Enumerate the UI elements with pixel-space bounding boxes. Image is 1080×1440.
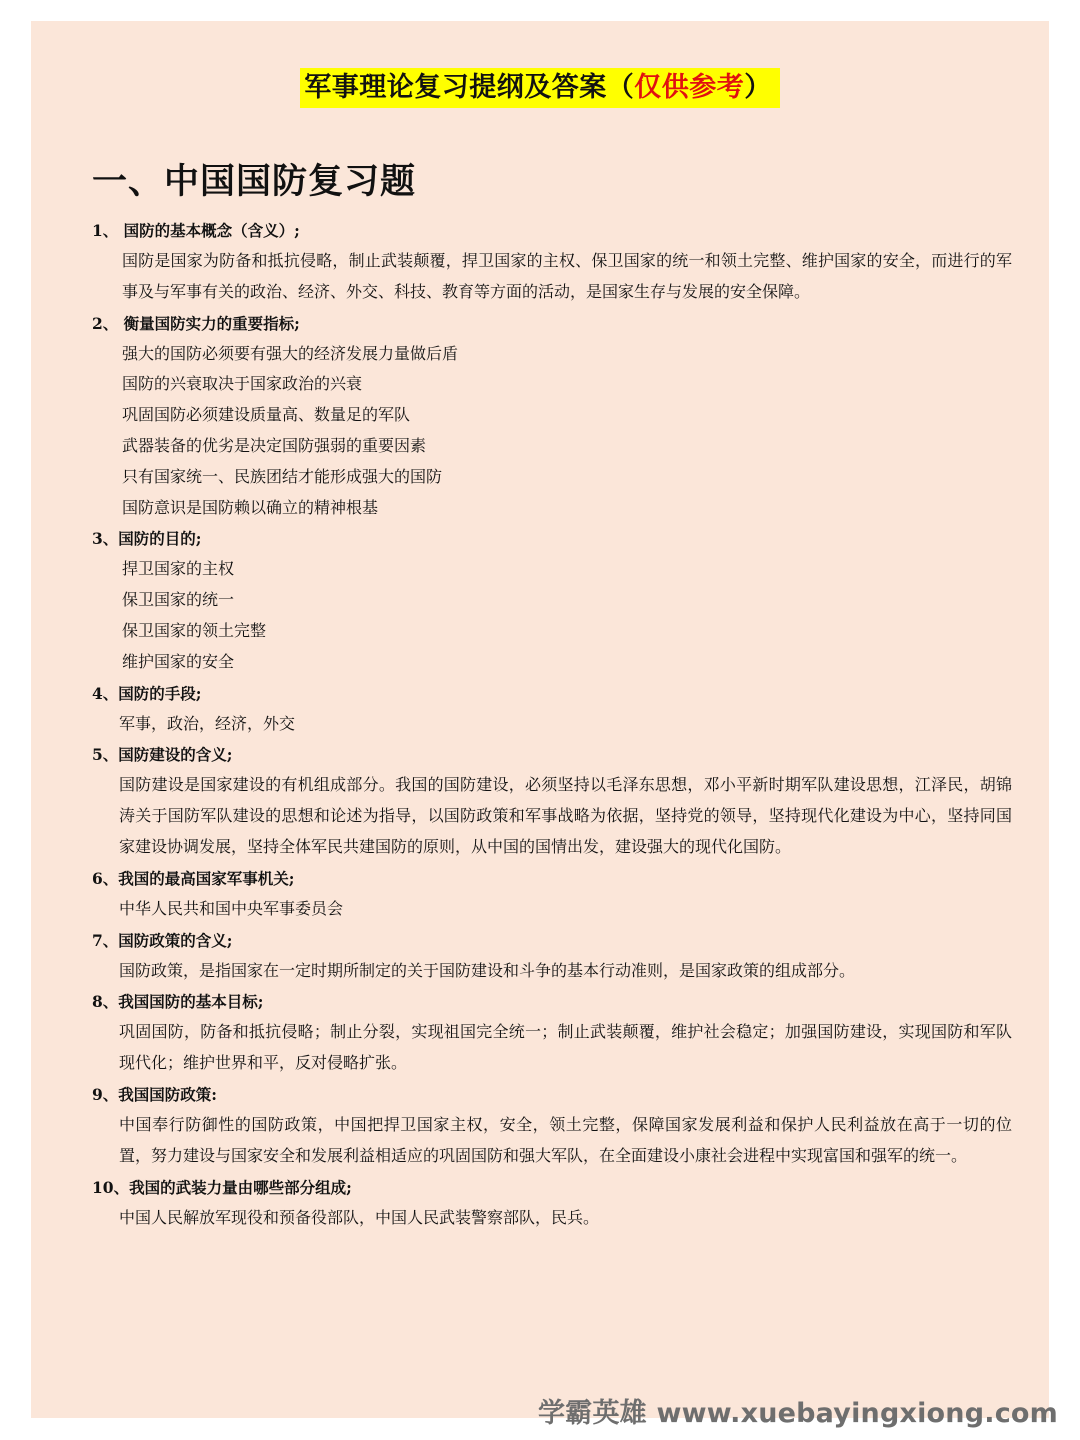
answer-item: 捍卫国家的主权: [122, 559, 235, 579]
answer-text: 国防建设是国家建设的有机组成部分。我国的国防建设，必须坚持以毛泽东思想，邓小平新时期军队建设思想，江泽民，胡锦涛关于国防军队建设的思想和论述为指导，以国防政策和军事战略为依据，坚持党的领导，坚持现代化建设为中心，坚持同国家建设协调发展，坚持全体军民共建国防的原则，从中国的国情出发，建设强大的现代化国防。: [119, 775, 1012, 856]
answer-text: 国防政策，是指国家在一定时期所制定的关于国防建设和斗争的基本行动准则，是国家政策的组成部分。: [119, 960, 856, 980]
title-highlight: 仅供参考: [634, 72, 745, 103]
answer-text: 军事，政治，经济，外交: [119, 713, 296, 733]
question-label: 3、国防的目的;: [92, 529, 202, 549]
answer-item: 维护国家的安全: [122, 651, 235, 671]
question-label: 2、 衡量国防实力的重要指标;: [92, 313, 300, 333]
watermark: 学霸英雄 www.xuebayingxiong.com: [538, 1398, 1058, 1429]
answer-text: 中国奉行防御性的国防政策，中国把捍卫国家主权，安全，领土完整，保障国家发展利益和保护人民利益放在高于一切的位置，努力建设与国家安全和发展利益相适应的巩固国防和强大军队，在全面建设小康社会进程中实现富国和强军的统一。: [119, 1114, 1012, 1165]
section-heading: 一、中国国防复习题: [92, 161, 417, 202]
answer-text: 巩固国防，防备和抵抗侵略；制止分裂，实现祖国完全统一；制止武装颠覆，维护社会稳定；加强国防建设，实现国防和军队现代化；维护世界和平，反对侵略扩张。: [119, 1022, 1012, 1073]
answer-text: 国防是国家为防备和抵抗侵略，制止武装颠覆，捍卫国家的主权、保卫国家的统一和领土完整、维护国家的安全，而进行的军事及与军事有关的政治、经济、外交、科技、教育等方面的活动，是国家生存与发展的安全保障。: [122, 251, 1012, 301]
question-label: 1、 国防的基本概念（含义）;: [92, 221, 300, 240]
document-title: [300, 68, 780, 108]
title-block: [31, 68, 1049, 108]
title-close: ）: [744, 72, 772, 103]
answer-item: 只有国家统一、民族团结才能形成强大的国防: [122, 466, 443, 486]
document-page: [31, 21, 1049, 1418]
answer-item: 武器装备的优劣是决定国防强弱的重要因素: [122, 435, 427, 455]
question-label: 10、我国的武装力量由哪些部分组成;: [92, 1177, 352, 1197]
question-label: 7、国防政策的含义;: [92, 930, 233, 950]
answer-item: 国防意识是国防赖以确立的精神根基: [122, 497, 379, 517]
answer-item: 国防的兴衰取决于国家政治的兴衰: [122, 374, 363, 394]
question-label: 8、我国国防的基本目标;: [92, 992, 264, 1012]
question-label: 9、我国国防政策:: [92, 1084, 218, 1104]
answer-text: 中国人民解放军现役和预备役部队，中国人民武装警察部队，民兵。: [119, 1207, 600, 1227]
answer-item: 强大的国防必须要有强大的经济发展力量做后盾: [122, 343, 459, 363]
question-list: [92, 215, 1012, 1233]
answer-text: 中华人民共和国中央军事委员会: [119, 898, 344, 918]
answer-item: 保卫国家的统一: [122, 590, 235, 610]
question-label: 5、国防建设的含义;: [92, 745, 233, 765]
question-label: 6、我国的最高国家军事机关;: [92, 868, 295, 888]
question-label: 4、国防的手段;: [92, 683, 202, 703]
answer-item: 保卫国家的领土完整: [122, 620, 267, 640]
title-main: 军事理论复习提纲及答案（: [304, 72, 635, 103]
answer-item: 巩固国防必须建设质量高、数量足的军队: [122, 405, 411, 425]
